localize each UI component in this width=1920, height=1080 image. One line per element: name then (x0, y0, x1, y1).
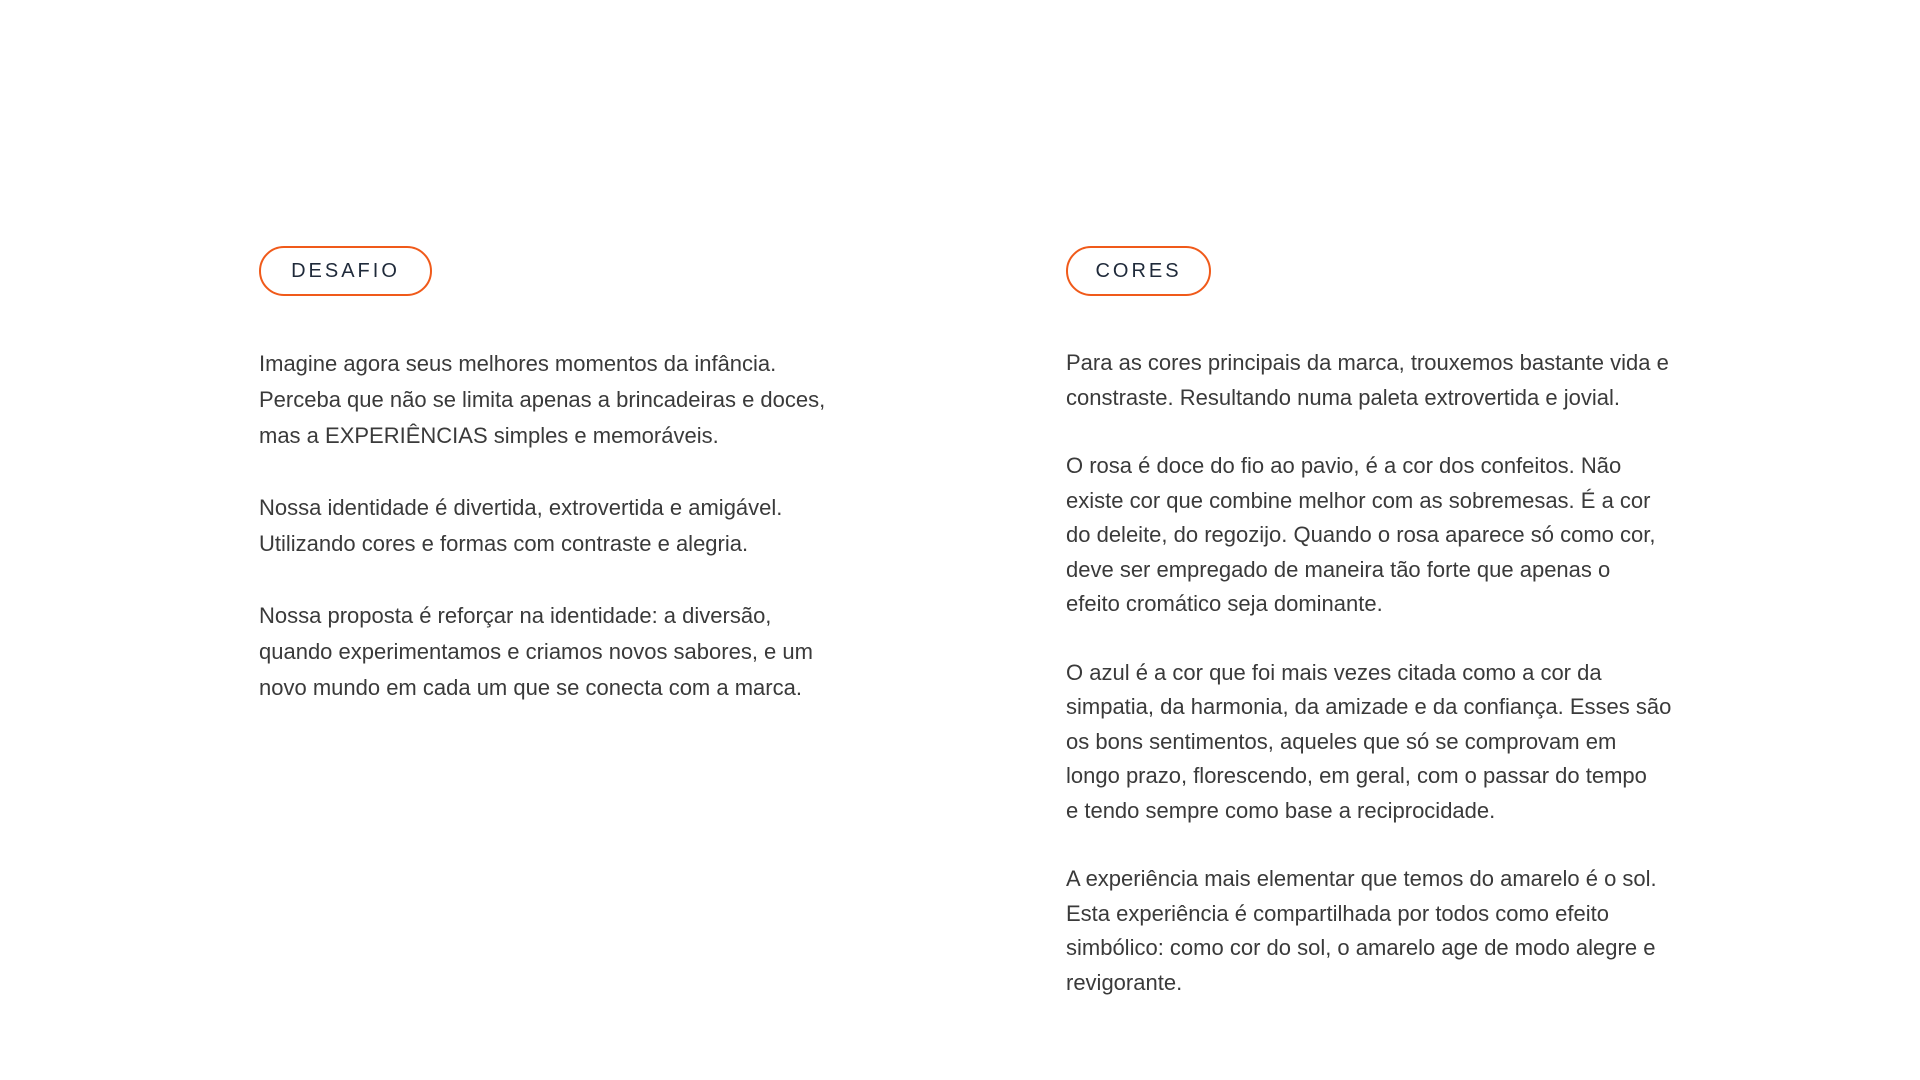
text-line: deve ser empregado de maneira tão forte que apenas o (1066, 556, 1611, 582)
text-line: longo prazo, florescendo, em geral, com o passar do tempo (1066, 763, 1647, 788)
text-line: O azul é a cor que foi mais vezes citada como a cor da (1066, 659, 1602, 685)
text-line: Para as cores principais da marca, trouxemos bastante vida e (1066, 350, 1669, 375)
desafio-paragraph (259, 490, 859, 562)
text-line: revigorante. (1066, 969, 1183, 995)
desafio-paragraph (259, 598, 859, 706)
text-line: simpatia, da harmonia, da amizade e da confiança. Esses são (1066, 694, 1672, 719)
cores-paragraph (1066, 862, 1686, 1000)
text-line: Esta experiência é compartilhada por todos como efeito (1066, 900, 1609, 926)
desafio-paragraph (259, 346, 859, 454)
text-line: O rosa é doce do fio ao pavio, é a cor dos confeitos. Não (1066, 453, 1622, 478)
text-line: mas a EXPERIÊNCIAS simples e memoráveis. (259, 423, 719, 448)
cores-section (1066, 246, 1686, 1034)
text-line: e tendo sempre como base a reciprocidade. (1066, 797, 1496, 823)
text-line: Imagine agora seus melhores momentos da infância. (259, 351, 777, 376)
text-line: simbólico: como cor do sol, o amarelo age de modo alegre e (1066, 935, 1656, 960)
cores-paragraph (1066, 346, 1686, 415)
text-line: novo mundo em cada um que se conecta com a marca. (259, 675, 802, 700)
text-line: constraste. Resultando numa paleta extrovertida e jovial. (1066, 384, 1620, 410)
cores-paragraph (1066, 449, 1686, 622)
text-line: Perceba que não se limita apenas a brincadeiras e doces, (259, 387, 826, 412)
desafio-text (259, 346, 859, 706)
desafio-label-pill: DESAFIO (259, 246, 432, 296)
text-line: Nossa identidade é divertida, extrovertida e amigável. (259, 495, 783, 520)
text-line: existe cor que combine melhor com as sobremesas. É a cor (1066, 487, 1651, 513)
text-line: quando experimentamos e criamos novos sabores, e um (259, 639, 813, 664)
text-line: Nossa proposta é reforçar na identidade: a diversão, (259, 603, 772, 628)
cores-text (1066, 346, 1686, 1000)
text-line: A experiência mais elementar que temos do amarelo é o sol. (1066, 866, 1657, 891)
cores-paragraph (1066, 656, 1686, 829)
text-line: do deleite, do regozijo. Quando o rosa aparece só como cor, (1066, 522, 1656, 547)
text-line: os bons sentimentos, aqueles que só se comprovam em (1066, 728, 1617, 754)
desafio-section (259, 246, 859, 742)
cores-label-pill: CORES (1066, 246, 1211, 296)
text-line: Utilizando cores e formas com contraste e alegria. (259, 531, 749, 556)
text-line: efeito cromático seja dominante. (1066, 591, 1383, 616)
